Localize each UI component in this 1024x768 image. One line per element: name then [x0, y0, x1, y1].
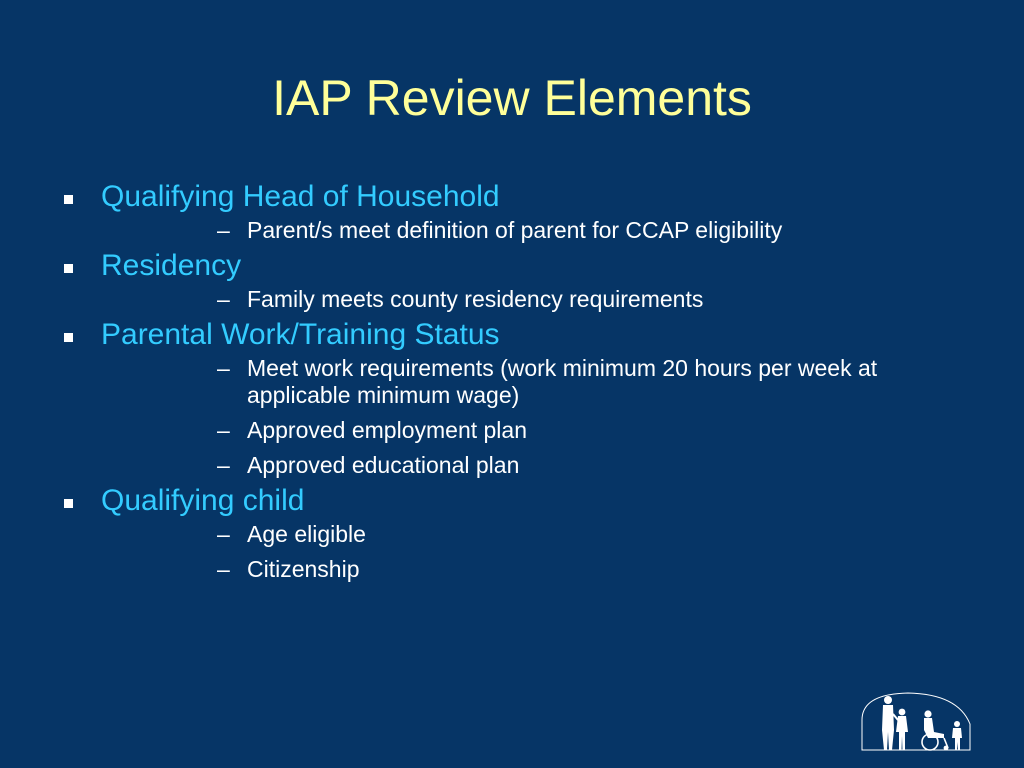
- bullet-list: [0, 177, 1024, 583]
- slide-title: IAP Review Elements: [272, 70, 752, 126]
- bullet-label: Qualifying child: [101, 484, 305, 517]
- bullet-label: Residency: [101, 249, 242, 282]
- dash-marker: –: [217, 521, 230, 547]
- sub-item-text: Meet work requirements (work minimum 20 hours per week at applicable minimum wage): [247, 355, 878, 408]
- sub-item: [101, 521, 1024, 548]
- list-item: [0, 481, 1024, 583]
- sub-item: [101, 217, 1024, 244]
- sub-list: [101, 521, 1024, 583]
- list-item: [0, 177, 1024, 244]
- sub-list: [101, 355, 1024, 479]
- dash-marker: –: [217, 217, 230, 243]
- sub-list: [101, 217, 1024, 244]
- sub-item-text: Parent/s meet definition of parent for CCAP eligibility: [247, 217, 783, 243]
- sub-item: [101, 452, 1024, 479]
- dash-marker: –: [217, 355, 230, 381]
- square-bullet-icon: [64, 499, 73, 508]
- sub-item-text: Family meets county residency requirements: [247, 286, 704, 312]
- bullet-label: Parental Work/Training Status: [101, 318, 500, 351]
- sub-item-text: Approved educational plan: [247, 452, 520, 478]
- list-item: [0, 315, 1024, 479]
- sub-item-text: Approved employment plan: [247, 417, 527, 443]
- square-bullet-icon: [64, 195, 73, 204]
- bullet-label: Qualifying Head of Household: [101, 180, 500, 213]
- dash-marker: –: [217, 556, 230, 582]
- sub-item-text: Citizenship: [247, 556, 360, 582]
- sub-item-text: Age eligible: [247, 521, 366, 547]
- sub-list: [101, 286, 1024, 313]
- dash-marker: –: [217, 417, 230, 443]
- sub-item: [101, 355, 1024, 409]
- sub-item: [101, 286, 1024, 313]
- dash-marker: –: [217, 286, 230, 312]
- list-item: [0, 246, 1024, 313]
- sub-item: [101, 556, 1024, 583]
- square-bullet-icon: [64, 264, 73, 273]
- sub-item: [101, 417, 1024, 444]
- dash-marker: –: [217, 452, 230, 478]
- family-generations-icon: [858, 690, 976, 754]
- square-bullet-icon: [64, 333, 73, 342]
